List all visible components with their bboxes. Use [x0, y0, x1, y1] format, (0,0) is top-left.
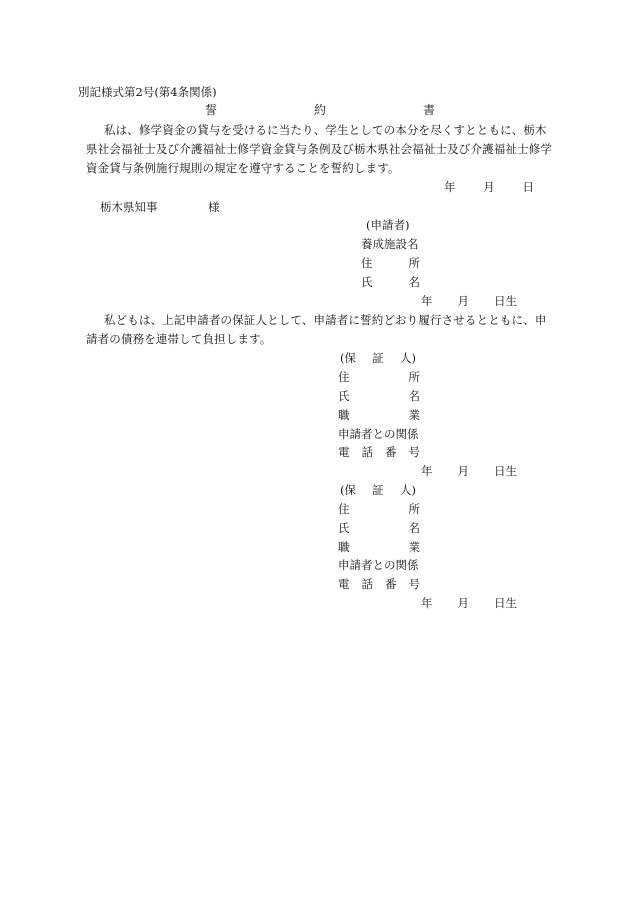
guarantor-1-occupation-label: 職 業	[338, 408, 420, 422]
guarantor-1-birth-line: 年 月 日生	[421, 464, 517, 478]
guarantor-1-address-label: 住 所	[338, 370, 420, 384]
applicant-name-label: 氏 名	[361, 275, 420, 289]
applicant-facility-label: 養成施設名	[361, 237, 419, 251]
document-title	[205, 101, 435, 120]
guarantor-paragraph	[86, 311, 556, 349]
applicant-birth-line: 年 月 日生	[421, 294, 517, 308]
title-char-2: 約	[313, 103, 326, 117]
guarantor-2-relation-label: 申請者との関係	[338, 558, 419, 572]
applicant-heading: (申請者)	[366, 218, 410, 232]
pledge-text: 私は、修学資金の貸与を受けるに当たり、学生としての本分を尽くすとともに、栃木県社会福祉士及び介護福祉士修学資金貸与条例及び栃木県社会福祉士及び介護福祉士修学資金貸与条例施行規則の規定を遵守することを誓約します。	[86, 123, 552, 175]
date-month: 月	[483, 180, 495, 194]
title-char-1: 誓	[205, 103, 218, 117]
date-year: 年	[444, 180, 456, 194]
date-line	[444, 178, 534, 197]
addressee-name: 栃木県知事	[100, 200, 158, 214]
applicant-address-label: 住 所	[361, 256, 420, 270]
guarantor-2-phone-label: 電 話 番 号	[338, 577, 420, 591]
guarantor-2-address-label: 住 所	[338, 502, 420, 516]
guarantor-2-occupation-label: 職 業	[338, 540, 420, 554]
guarantor-2-heading: (保 証 人)	[340, 483, 416, 497]
addressee-honorific: 様	[208, 200, 220, 214]
guarantor-text: 私どもは、上記申請者の保証人として、申請者に誓約どおり履行させるとともに、申請者の債務を連帯して負担します。	[86, 313, 547, 346]
guarantor-1-name-label: 氏 名	[338, 389, 420, 403]
guarantor-1-heading: (保 証 人)	[340, 351, 416, 365]
guarantor-2-name-label: 氏 名	[338, 521, 420, 535]
guarantor-1-relation-label: 申請者との関係	[338, 427, 419, 441]
title-char-3: 書	[422, 103, 435, 117]
guarantor-1-phone-label: 電 話 番 号	[338, 445, 420, 459]
guarantor-2-birth-line: 年 月 日生	[421, 596, 517, 610]
pledge-paragraph	[86, 121, 556, 178]
date-day: 日	[522, 180, 534, 194]
form-number: 別記様式第2号(第4条関係)	[78, 85, 217, 99]
